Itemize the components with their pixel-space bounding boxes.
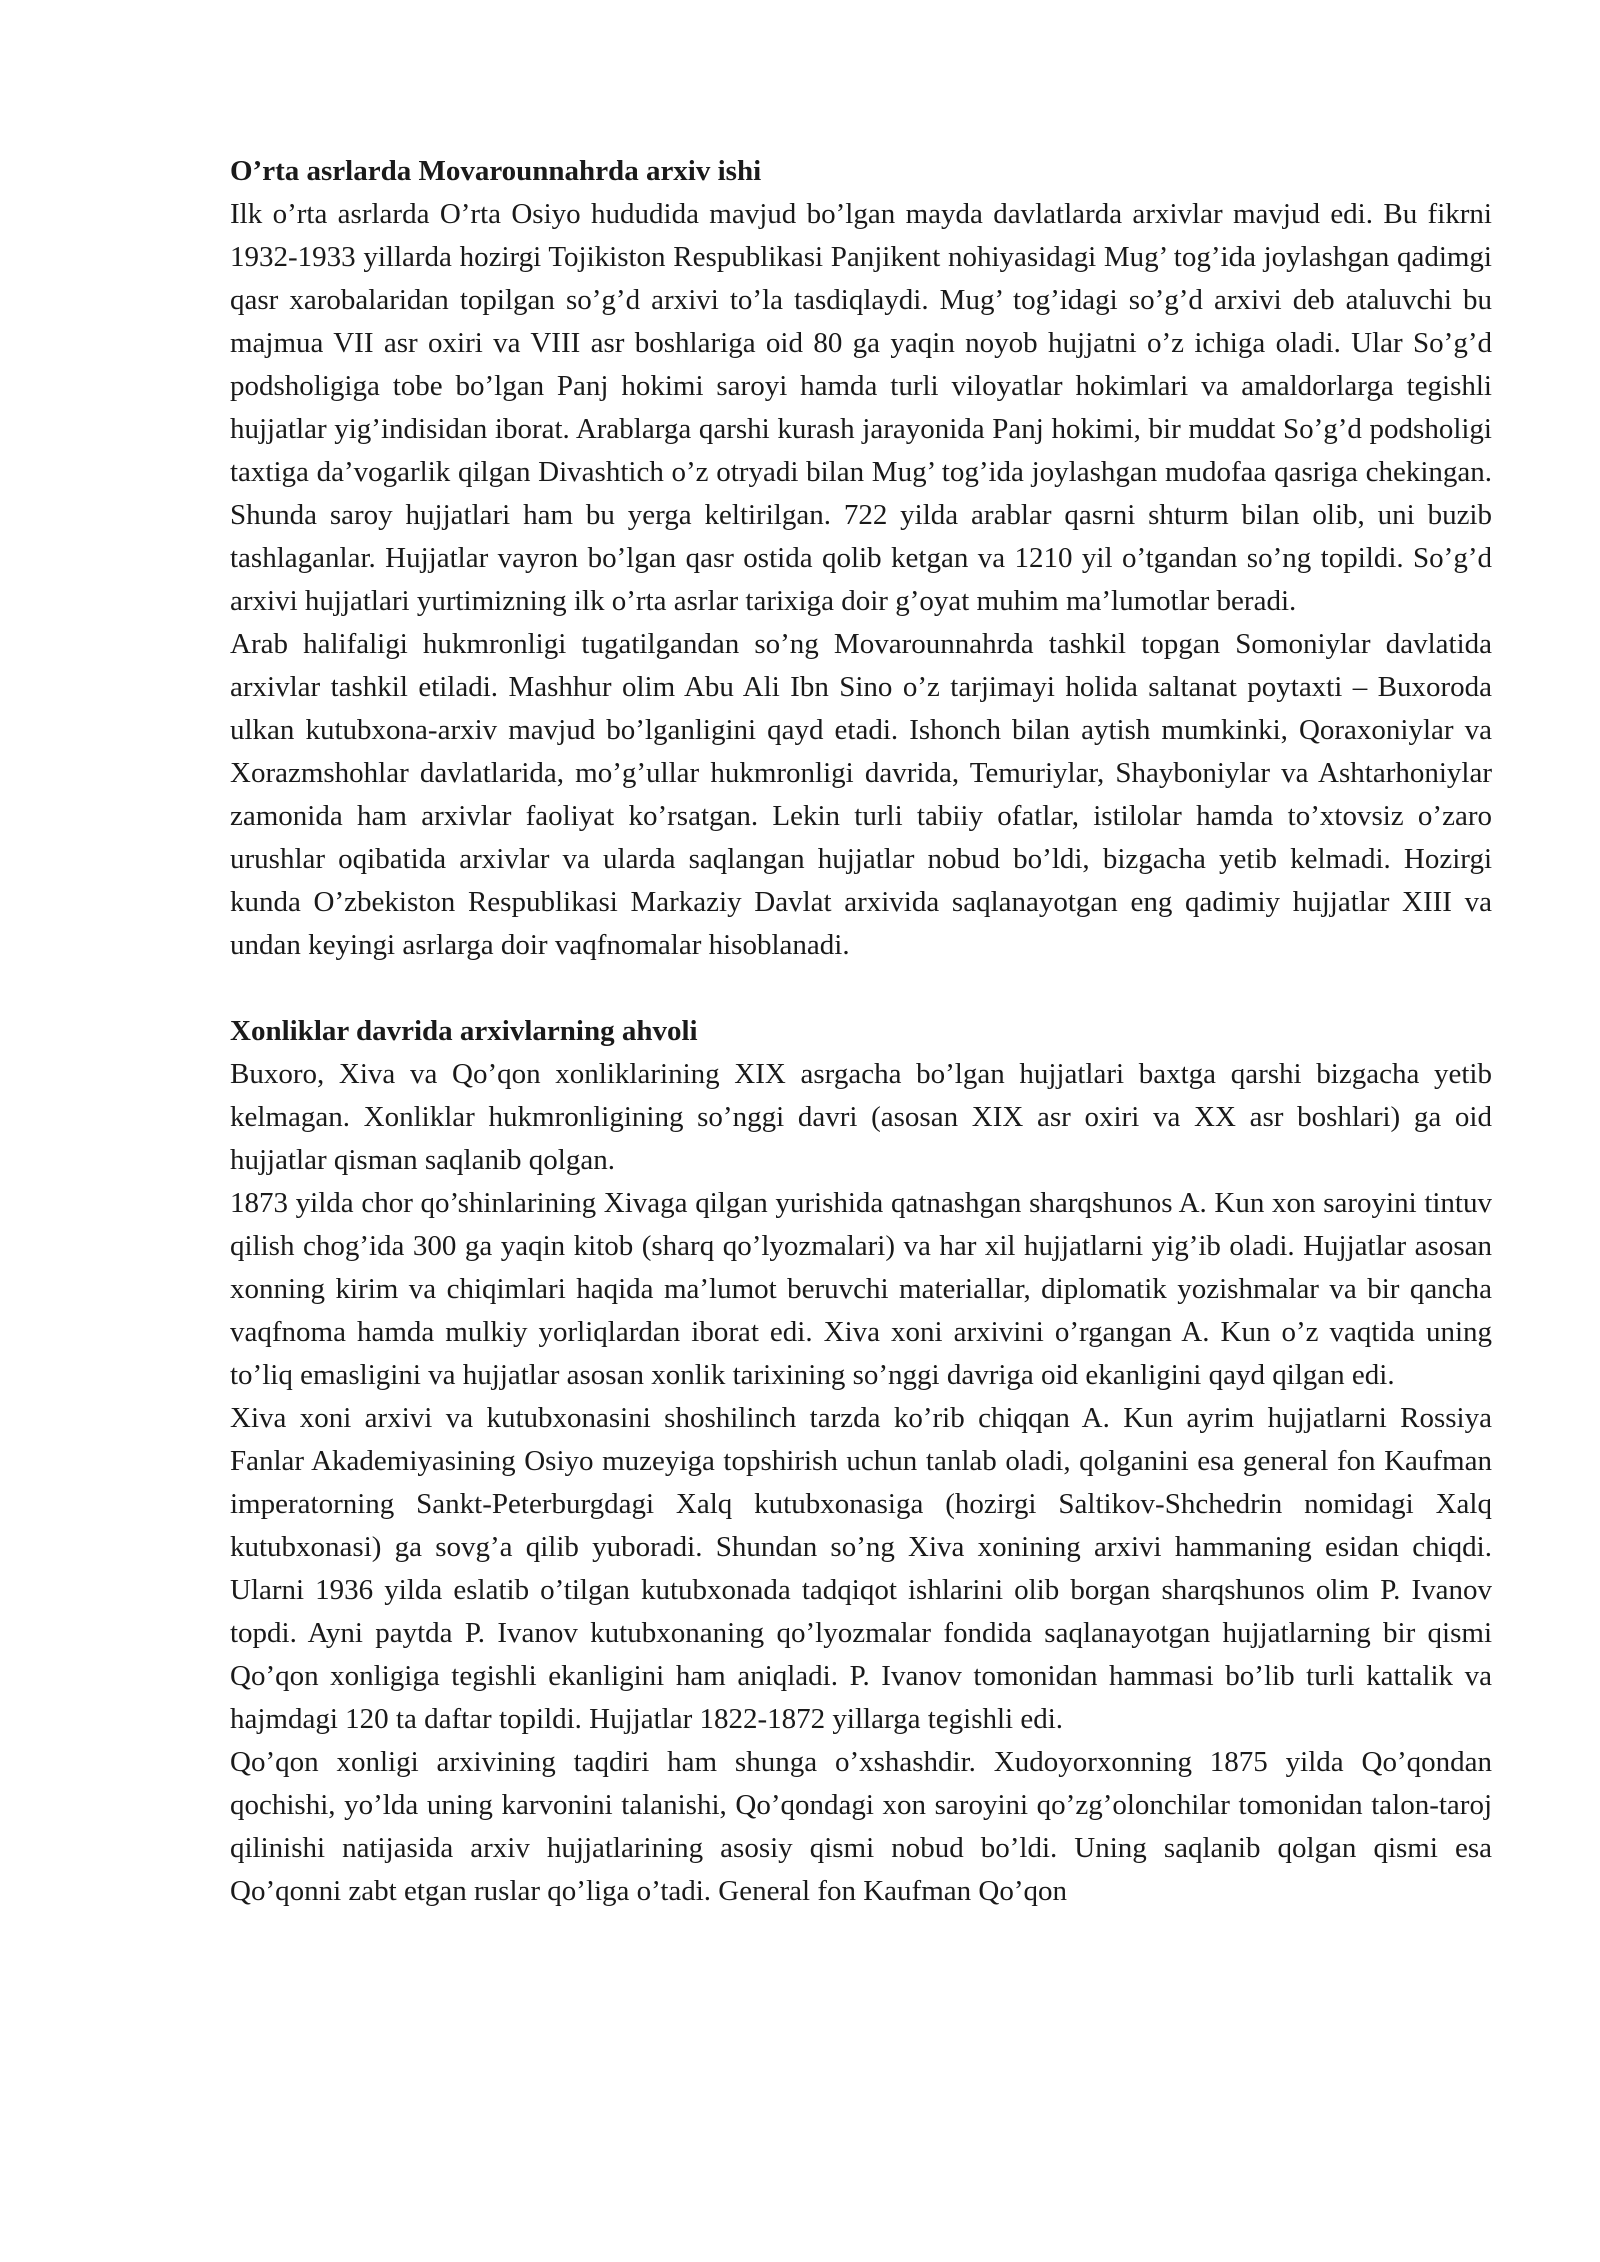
document-page bbox=[230, 150, 1492, 1913]
paragraph-khanate-documents: Buxoro, Xiva va Qo’qon xonliklarining XIX asrgacha bo’lgan hujjatlari baxtga qarshi bizgacha yetib kelmagan. Xonliklar hukmronligining so’nggi davri (asosan XIX asr oxiri va XX asr boshlari) ga oid hujjatlar qisman saqlanib qolgan. bbox=[230, 1058, 1492, 1176]
section-spacer bbox=[230, 967, 1492, 1010]
paragraph-sogd-archive: Ilk o’rta asrlarda O’rta Osiyo hududida mavjud bo’lgan mayda davlatlarda arxivlar mavjud edi. Bu fikrni 1932-1933 yillarda hozirgi Tojikiston Respublikasi Panjikent nohiyasidagi Mug’ tog’ida joylashgan qadimgi qasr xarobalaridan topilgan so’g’d arxivi to’la tasdiqlaydi. Mug’ tog’idagi so’g’d arxivi deb ataluvchi bu majmua VII asr oxiri va VIII asr boshlariga oid 80 ga yaqin noyob hujjatni o’z ichiga oladi. Ular So’g’d podsholigiga tobe bo’lgan Panj hokimi saroyi hamda turli viloyatlar hokimlari va amaldorlarga tegishli hujjatlar yig’indisidan iborat. Arablarga qarshi kurash jarayonida Panj hokimi, bir muddat So’g’d podsholigi taxtiga da’vogarlik qilgan Divashtich o’z otryadi bilan Mug’ tog’ida joylashgan mudofaa qasriga chekingan. Shunda saroy hujjatlari ham bu yerga keltirilgan. 722 yilda arablar qasrni shturm bilan olib, uni buzib tashlaganlar. Hujjatlar vayron bo’lgan qasr ostida qolib ketgan va 1210 yil o’tgandan so’ng topildi. So’g’d arxivi hujjatlari yurtimizning ilk o’rta asrlar tarixiga doir g’oyat muhim ma’lumotlar beradi. bbox=[230, 198, 1492, 617]
paragraph-kun-khiva: 1873 yilda chor qo’shinlarining Xivaga qilgan yurishida qatnashgan sharqshunos A. Kun xon saroyini tintuv qilish chog’ida 300 ga yaqin kitob (sharq qo’lyozmalari) va har xil hujjatlarni yig’ib oladi. Hujjatlar asosan xonning kirim va chiqimlari haqida ma’lumot beruvchi materiallar, diplomatik yozishmalar va bir qancha vaqfnoma hamda mulkiy yorliqlardan iborat edi. Xiva xoni arxivini o’rgangan A. Kun o’z vaqtida uning to’liq emasligini va hujjatlar asosan xonlik tarixining so’nggi davriga oid ekanligini qayd qilgan edi. bbox=[230, 1187, 1492, 1391]
paragraph-kokand-archive: Qo’qon xonligi arxivining taqdiri ham shunga o’xshashdir. Xudoyorxonning 1875 yilda Qo’qondan qochishi, yo’lda uning karvonini talanishi, Qo’qondagi xon saroyini qo’zg’olonchilar tomonidan talon-taroj qilinishi natijasida arxiv hujjatlarining asosiy qismi nobud bo’ldi. Uning saqlanib qolgan qismi esa Qo’qonni zabt etgan ruslar qo’liga o’tadi. General fon Kaufman Qo’qon bbox=[230, 1746, 1492, 1907]
section-heading-khanate-archives: Xonliklar davrida arxivlarning ahvoli bbox=[230, 1015, 698, 1047]
paragraph-somoniylar-archives: Arab halifaligi hukmronligi tugatilgandan so’ng Movarounnahrda tashkil topgan Somoniylar davlatida arxivlar tashkil etiladi. Mashhur olim Abu Ali Ibn Sino o’z tarjimayi holida saltanat poytaxti – Buxoroda ulkan kutubxona-arxiv mavjud bo’lganligini qayd etadi. Ishonch bilan aytish mumkinki, Qoraxoniylar va Xorazmshohlar davlatlarida, mo’g’ullar hukmronligi davrida, Temuriylar, Shayboniylar va Ashtarhoniylar zamonida ham arxivlar faoliyat ko’rsatgan. Lekin turli tabiiy ofatlar, istilolar hamda to’xtovsiz o’zaro urushlar oqibatida arxivlar va ularda saqlangan hujjatlar nobud bo’ldi, bizgacha yetib kelmadi. Hozirgi kunda O’zbekiston Respublikasi Markaziy Davlat arxivida saqlanayotgan eng qadimiy hujjatlar XIII va undan keyingi asrlarga doir vaqfnomalar hisoblanadi. bbox=[230, 628, 1492, 961]
paragraph-ivanov-findings: Xiva xoni arxivi va kutubxonasini shoshilinch tarzda ko’rib chiqqan A. Kun ayrim hujjatlarni Rossiya Fanlar Akademiyasining Osiyo muzeyiga topshirish uchun tanlab oladi, qolganini esa general fon Kaufman imperatorning Sankt-Peterburgdagi Xalq kutubxonasiga (hozirgi Saltikov-Shchedrin nomidagi Xalq kutubxonasi) ga sovg’a qilib yuboradi. Shundan so’ng Xiva xonining arxivi hammaning esidan chiqdi. Ularni 1936 yilda eslatib o’tilgan kutubxonada tadqiqot ishlarini olib borgan sharqshunos olim P. Ivanov topdi. Ayni paytda P. Ivanov kutubxonaning qo’lyozmalar fondida saqlanayotgan hujjatlarning bir qismi Qo’qon xonligiga tegishli ekanligini ham aniqladi. P. Ivanov tomonidan hammasi bo’lib turli kattalik va hajmdagi 120 ta daftar topildi. Hujjatlar 1822-1872 yillarga tegishli edi. bbox=[230, 1402, 1492, 1735]
section-heading-medieval-archives: O’rta asrlarda Movarounnahrda arxiv ishi bbox=[230, 155, 762, 187]
